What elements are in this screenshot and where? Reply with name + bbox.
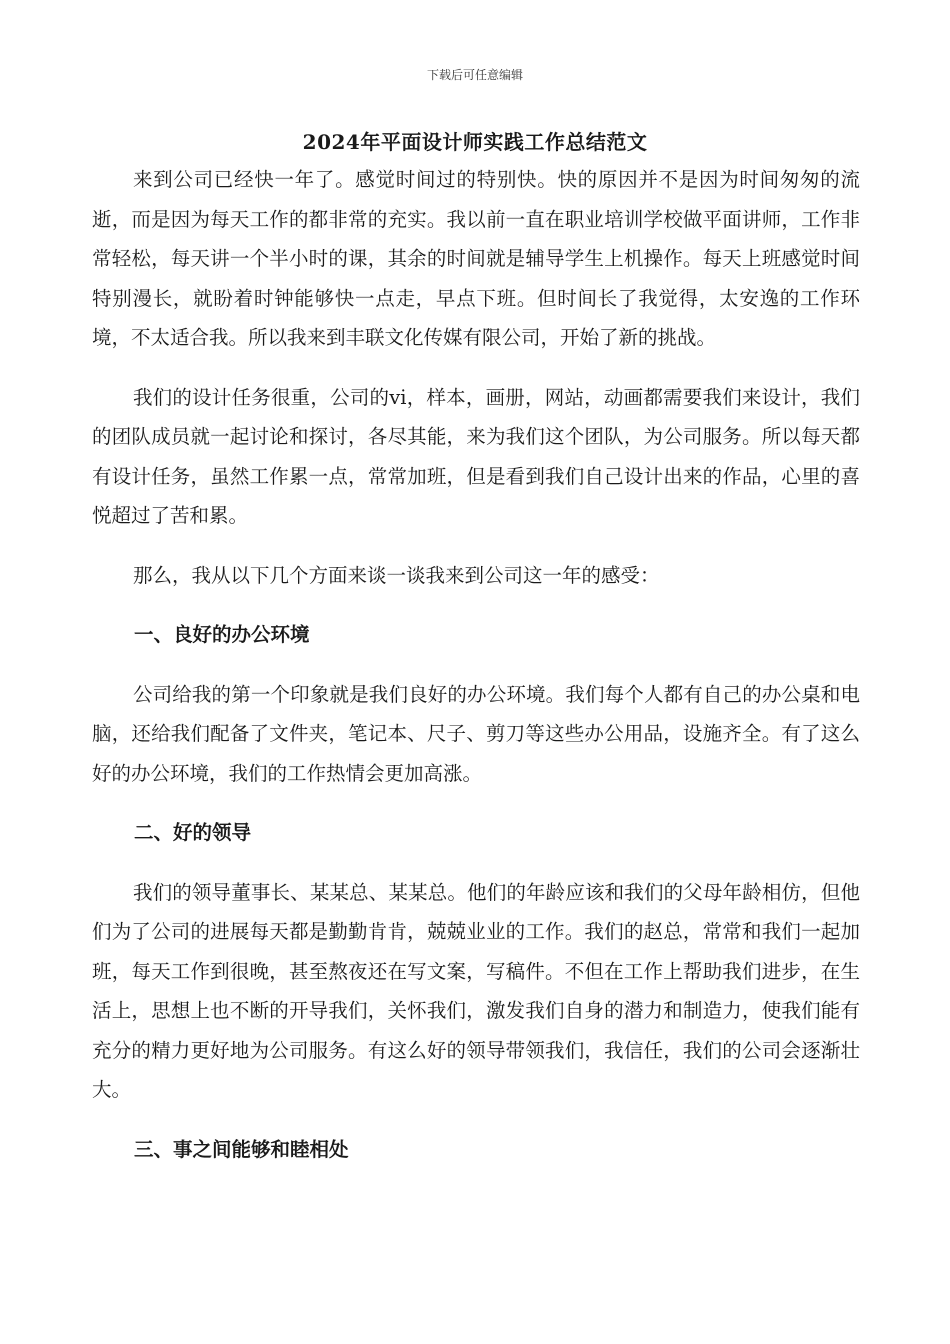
section-heading-colleagues: 三、事之间能够和睦相处 (134, 1137, 349, 1161)
paragraph-design-tasks: 我们的设计任务很重，公司的vi，样本，画册，网站，动画都需要我们来设计，我们的团队成员就一起讨论和探讨，各尽其能，来为我们这个团队，为公司服务。所以每天都有设计任务，虽然工作累一点，常常加班，但是看到我们自己设计出来的作品，心里的喜悦超过了苦和累。 (92, 385, 860, 527)
paragraph-intro: 来到公司已经快一年了。感觉时间过的特别快。快的原因并不是因为时间匆匆的流逝，而是因为每天工作的都非常的充实。我以前一直在职业培训学校做平面讲师，工作非常轻松，每天讲一个半小时的课，其余的时间就是辅导学生上机操作。每天上班感觉时间特别漫长，就盼着时钟能够快一点走，早点下班。但时间长了我觉得，太安逸的工作环境，不太适合我。所以我来到丰联文化传媒有限公司，开始了新的挑战。 (92, 168, 860, 349)
document-title: 2024年平面设计师实践工作总结范文 (302, 130, 648, 154)
section-heading-leadership: 二、好的领导 (134, 821, 252, 844)
paragraph-office-environment: 公司给我的第一个印象就是我们良好的办公环境。我们每个人都有自己的办公桌和电脑，还给我们配备了文件夹，笔记本、尺子、剪刀等这些办公用品，设施齐全。有了这么好的办公环境，我们的工作热情会更加高涨。 (92, 682, 860, 785)
section-heading-office: 一、良好的办公环境 (134, 623, 310, 646)
paragraph-overview: 那么，我从以下几个方面来谈一谈我来到公司这一年的感受： (132, 563, 660, 587)
document-body (92, 160, 860, 1169)
paragraph-leadership: 我们的领导董事长、某某总、某某总。他们的年龄应该和我们的父母年龄相仿，但他们为了公司的进展每天都是勤勤肯肯，兢兢业业的工作。我们的赵总，常常和我们一起加班，每天工作到很晚，甚至熬夜还在写文案，写稿件。不但在工作上帮助我们进步，在生活上，思想上也不断的开导我们，关怀我们，激发我们自身的潜力和制造力，使我们能有充分的精力更好地为公司服务。有这么好的领导带领我们，我信任，我们的公司会逐渐壮大。 (92, 880, 860, 1101)
header-note: 下载后可任意编辑 (426, 68, 523, 82)
